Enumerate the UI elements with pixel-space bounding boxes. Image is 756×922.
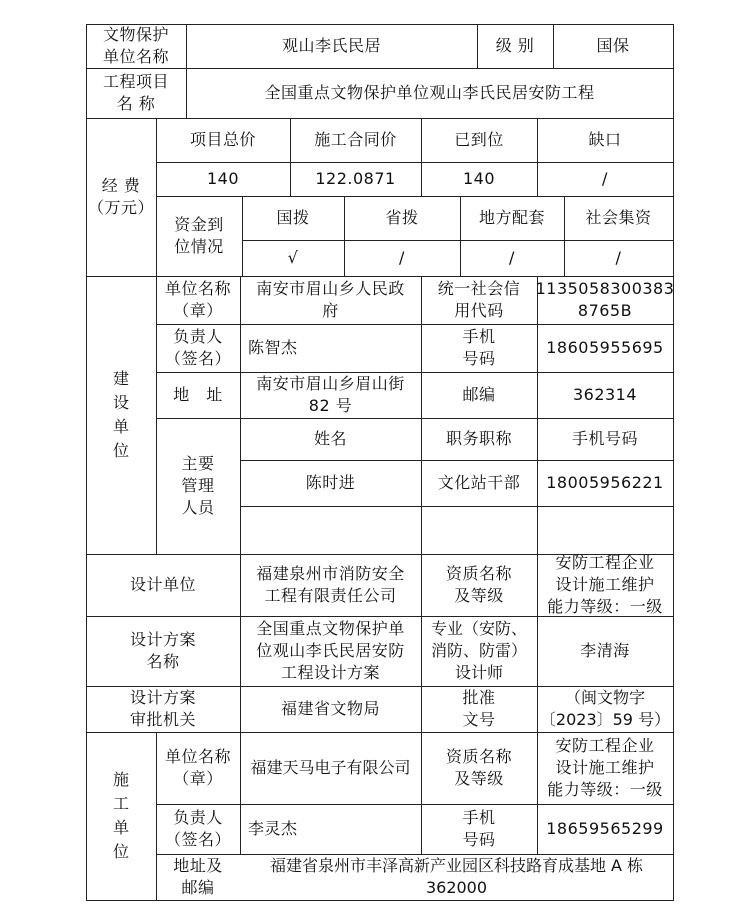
builder-credit-label: 统一社会信 用代码 bbox=[437, 279, 521, 320]
source-col-social: 社会集资 bbox=[585, 208, 652, 227]
builder-address-value: 南安市眉山乡眉山街 82 号 bbox=[256, 374, 405, 415]
construction-name-value: 福建天马电子有限公司 bbox=[250, 758, 411, 777]
design-qual-label: 资质名称 及等级 bbox=[445, 564, 512, 605]
construction-head-label: 负责人 （签名） bbox=[164, 808, 231, 849]
designer-value: 李清海 bbox=[580, 641, 630, 660]
source-provincial-value: / bbox=[399, 248, 405, 267]
builder-credit-value: 1135058300383 8765B bbox=[535, 279, 675, 320]
funding-col-total: 项目总价 bbox=[189, 130, 256, 149]
approver-value: 福建省文物局 bbox=[280, 699, 380, 718]
construction-head-value: 李灵杰 bbox=[248, 819, 298, 838]
unit-name-label: 文物保护 单位名称 bbox=[102, 25, 169, 66]
construction-name-label: 单位名称 （章） bbox=[164, 747, 231, 788]
mgmt-col-name: 姓名 bbox=[313, 429, 347, 448]
level-value: 国保 bbox=[596, 36, 630, 55]
mgmt-row-phone: 18005956221 bbox=[546, 473, 664, 492]
construction-phone-label: 手机 号码 bbox=[462, 808, 496, 849]
construction-qual-value: 安防工程企业 设计施工维护 能力等级：一级 bbox=[547, 736, 663, 799]
construction-address-value: 福建省泉州市丰泽高新产业园区科技路育成基地 A 栋 362000 bbox=[269, 856, 644, 897]
design-plan-value: 全国重点文物保护单 位观山李氏民居安防 工程设计方案 bbox=[256, 619, 405, 682]
source-col-national: 国拨 bbox=[276, 208, 310, 227]
source-social-value: / bbox=[615, 248, 622, 267]
mgmt-row-title: 文化站干部 bbox=[437, 473, 521, 492]
grid-line-horizontal bbox=[86, 900, 674, 901]
grid-line-horizontal bbox=[240, 506, 674, 507]
construction-section-label: 施 工 单 位 bbox=[112, 770, 129, 861]
design-unit-label: 设计单位 bbox=[129, 575, 196, 594]
builder-name-value: 南安市眉山乡人民政 府 bbox=[256, 279, 405, 320]
builder-phone-value: 18605955695 bbox=[546, 338, 664, 357]
mgmt-row-name: 陈时进 bbox=[305, 473, 356, 492]
funding-received-value: 140 bbox=[462, 169, 496, 188]
builder-zip-label: 邮编 bbox=[462, 385, 496, 404]
mgmt-col-title: 职务职称 bbox=[445, 429, 512, 448]
unit-name-value: 观山李氏民居 bbox=[281, 36, 381, 55]
level-label: 级 别 bbox=[495, 36, 535, 55]
construction-address-label: 地址及 邮编 bbox=[173, 856, 223, 897]
source-col-local: 地方配套 bbox=[478, 208, 545, 227]
approval-doc-value: （闽文物字 〔2023〕59 号） bbox=[539, 688, 671, 729]
builder-address-label: 地 址 bbox=[173, 385, 223, 404]
funding-col-contract: 施工合同价 bbox=[314, 130, 397, 149]
design-unit-value: 福建泉州市消防安全 工程有限责任公司 bbox=[256, 564, 405, 605]
project-name-value: 全国重点文物保护单位观山李氏民居安防工程 bbox=[264, 83, 595, 102]
mgmt-col-phone: 手机号码 bbox=[571, 429, 638, 448]
grid-line-vertical bbox=[673, 24, 674, 901]
construction-qual-label: 资质名称 及等级 bbox=[445, 747, 512, 788]
project-name-label: 工程项目 名 称 bbox=[102, 72, 169, 113]
design-plan-label: 设计方案 名称 bbox=[129, 630, 196, 671]
approval-doc-label: 批准 文号 bbox=[462, 688, 496, 729]
builder-mgmt-label: 主要 管理 人员 bbox=[181, 454, 215, 517]
funding-contract-value: 122.0871 bbox=[315, 169, 396, 188]
source-col-provincial: 省拨 bbox=[385, 208, 419, 227]
funding-total-value: 140 bbox=[206, 169, 240, 188]
builder-section-label: 建 设 单 位 bbox=[112, 369, 129, 460]
design-qual-value: 安防工程企业 设计施工维护 能力等级：一级 bbox=[547, 553, 663, 616]
funding-col-received: 已到位 bbox=[454, 130, 504, 149]
construction-phone-value: 18659565299 bbox=[546, 819, 664, 838]
builder-head-label: 负责人 （签名） bbox=[164, 327, 231, 368]
source-local-value: / bbox=[509, 248, 515, 267]
builder-name-label: 单位名称 （章） bbox=[164, 279, 231, 320]
builder-head-value: 陈智杰 bbox=[248, 338, 298, 357]
designer-label: 专业（安防、 消防、防雷） 设计师 bbox=[430, 619, 527, 682]
source-national-value: √ bbox=[287, 248, 299, 267]
builder-zip-value: 362314 bbox=[572, 385, 638, 404]
funding-sources-label: 资金到 位情况 bbox=[174, 215, 224, 256]
approver-label: 设计方案 审批机关 bbox=[129, 688, 196, 729]
builder-phone-label: 手机 号码 bbox=[462, 327, 496, 368]
funding-gap-value: / bbox=[602, 169, 608, 188]
funding-col-gap: 缺口 bbox=[588, 130, 622, 149]
funding-label: 经 费 （万元） bbox=[88, 176, 155, 217]
